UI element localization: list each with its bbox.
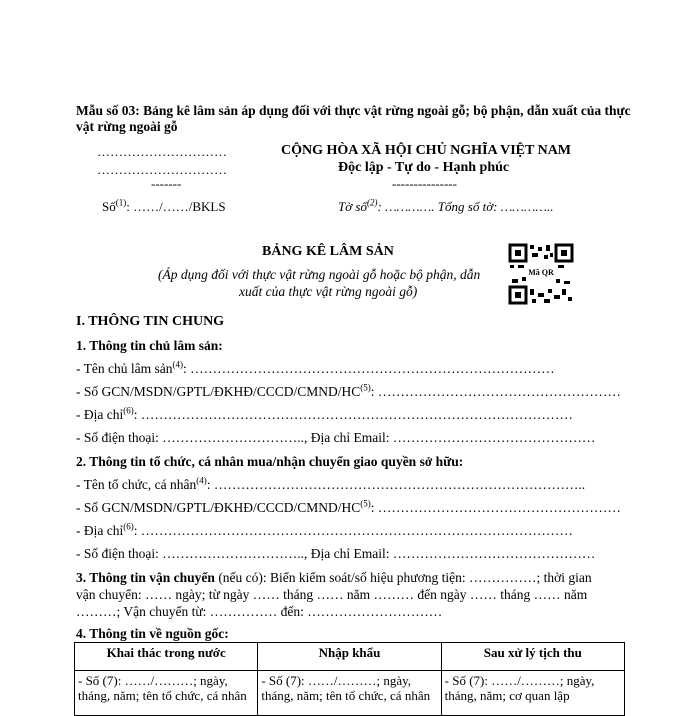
footnote-marker: (6) [123,521,134,532]
transport-heading: 3. Thông tin vận chuyển [76,570,215,585]
owner-name-blank: : ……………………………………………………………………… [182,361,555,376]
sheet-number [338,199,553,215]
qr-label: Mã QR [508,268,574,277]
origin-column-domestic: Khai thác trong nước [75,643,258,671]
owner-id-blank: : ……………………………………………… [370,384,621,399]
buyer-address-label: - Địa chỉ [76,523,124,538]
origin-column-import: Nhập khẩu [258,643,441,671]
owner-id-label: - Số GCN/MSDN/GPTL/ĐKHĐ/CCCD/CMND/HC [76,384,361,399]
left-dash: ------- [151,176,182,191]
origin-table-header-row [75,643,625,671]
buyer-address-field [76,523,573,539]
transport-line-1 [76,570,592,586]
buyer-id-field [76,500,621,516]
buyer-name-field [76,477,585,493]
buyer-phone-email-field: - Số điện thoại: ………………………….., Địa chỉ Email: ……………………………………… [76,546,596,561]
document-subtitle-line-1: (Áp dụng đối với thực vật rừng ngoài gỗ hoặc bộ phận, dẫn [158,267,481,282]
origin-table-row [75,671,625,716]
sheet-number-label: Tờ số [338,199,367,214]
footnote-marker: (4) [172,359,183,370]
buyer-name-blank: : ……………………………………………………………………….. [206,477,586,492]
buyer-name-label: - Tên tổ chức, cá nhân [76,477,197,492]
owner-id-field [76,384,621,400]
footnote-marker: (6) [123,405,134,416]
buyer-id-blank: : ……………………………………………… [370,500,621,515]
footnote-marker: (1) [115,197,127,208]
buyer-id-label: - Số GCN/MSDN/GPTL/ĐKHĐ/CCCD/CMND/HC [76,500,361,515]
document-title: BẢNG KÊ LÂM SẢN [262,244,394,259]
owner-name-field [76,361,555,377]
origin-table [74,642,625,716]
form-title: Mẫu số 03: Bảng kê lâm sản áp dụng đối với thực vật rừng ngoài gỗ; bộ phận, dẫn xuất của thực vật rừng ngoài gỗ [76,103,631,134]
owner-phone-email-field: - Số điện thoại: ………………………….., Địa chỉ Email: ……………………………………… [76,430,596,445]
transport-line-3: ………; Vận chuyển từ: …………… đến: ………………………… [76,604,443,619]
footnote-marker: (2) [366,197,378,208]
country-name: CỘNG HÒA XÃ HỘI CHỦ NGHĨA VIỆT NAM [281,143,572,158]
qr-code [508,243,574,305]
owner-heading: 1. Thông tin chủ lâm sản: [76,338,223,353]
transport-vehicle-text: (nếu có): Biển kiểm soát/số hiệu phương tiện: ……………; thời gian [214,570,592,585]
document-subtitle-line-2: xuất của thực vật rừng ngoài gỗ) [239,284,418,299]
origin-column-confiscation: Sau xử lý tịch thu [441,643,624,671]
owner-name-label: - Tên chủ lâm sản [76,361,173,376]
document-number-value: : ……/……/BKLS [126,199,226,214]
agency-line-1: ………………………… [97,144,227,159]
sheet-number-value: : …………. Tổng số tờ: ………….. [377,199,554,214]
footnote-marker: (5) [360,498,371,509]
footnote-marker: (5) [360,382,371,393]
agency-line-2: ………………………… [97,162,227,177]
buyer-heading: 2. Thông tin tổ chức, cá nhân mua/nhận chuyển giao quyền sở hữu: [76,454,464,469]
buyer-address-blank: : …………………………………………………………………………………… [133,523,573,538]
right-dash: --------------- [392,176,457,191]
origin-cell-confiscation: - Số (7): ……/………; ngày, tháng, năm; cơ quan lập [441,671,624,716]
national-motto: Độc lập - Tự do - Hạnh phúc [338,160,510,175]
section-1-heading: I. THÔNG TIN CHUNG [76,314,225,329]
document-number-label: Số [102,199,116,214]
owner-address-label: - Địa chỉ [76,407,124,422]
origin-heading: 4. Thông tin về nguồn gốc: [76,626,229,641]
document-number [102,199,226,215]
origin-cell-domestic: - Số (7): ……/………; ngày, tháng, năm; tên tổ chức, cá nhân [75,671,258,716]
owner-address-blank: : …………………………………………………………………………………… [133,407,573,422]
owner-address-field [76,407,573,423]
footnote-marker: (4) [196,475,207,486]
origin-cell-import: - Số (7): ……/………; ngày, tháng, năm; tên tổ chức, cá nhân [258,671,441,716]
transport-line-2: vận chuyển: …… ngày; từ ngày …… tháng …… năm ……… đến ngày …… tháng …… năm [76,587,588,602]
